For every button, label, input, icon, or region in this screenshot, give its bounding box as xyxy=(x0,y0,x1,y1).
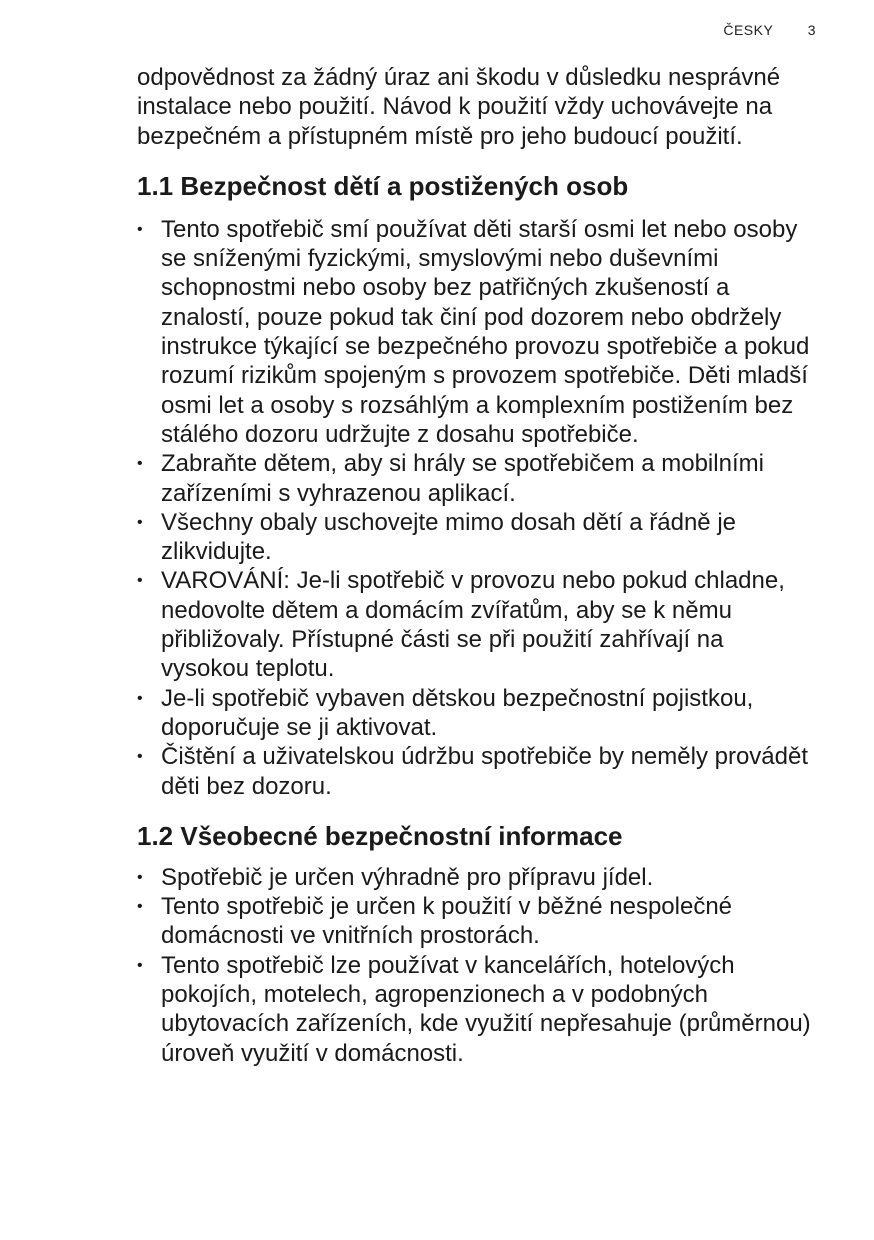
bullet-icon: • xyxy=(137,220,143,238)
bullet-list xyxy=(137,863,817,1068)
bullet-icon: • xyxy=(137,513,143,531)
page-content xyxy=(137,63,817,1068)
list-item: • Všechny obaly uschovejte mimo dosah dětí a řádně je zlikvidujte. xyxy=(137,508,737,566)
intro-paragraph: odpovědnost za žádný úraz ani škodu v důsledku nesprávné instalace nebo použití. Návod k použití vždy uchovávejte na bezpečném a přístupném místě pro jeho budoucí použití. xyxy=(137,64,781,150)
bullet-list xyxy=(137,215,817,801)
language-label: ČESKY xyxy=(723,22,774,38)
list-item: • Čištění a uživatelskou údržbu spotřebiče by neměly provádět děti bez dozoru. xyxy=(137,743,809,800)
page-header xyxy=(723,22,816,38)
section-heading: 1.1 Bezpečnost dětí a postižených osob xyxy=(137,170,629,201)
list-item: • Je-li spotřebič vybaven dětskou bezpečnostní pojistkou, doporučuje se ji aktivovat. xyxy=(137,684,754,741)
list-item: • Spotřebič je určen výhradně pro přípravu jídel. xyxy=(137,863,654,891)
page-number: 3 xyxy=(807,22,816,38)
section-general-safety xyxy=(137,821,817,1068)
list-item: • Tento spotřebič smí používat děti starší osmi let nebo osoby se sníženými fyzickými, smyslovými nebo duševními schopnostmi nebo osoby bez patřičných zkušeností a znalostí, pouze pokud tak činí pod dozorem nebo obdržely instrukce týkající se bezpečného provozu spotřebiče a pokud rozumí rizikům spojeným s provozem spotřebiče. Děti mladší osmi let a osoby s rozsáhlým a komplexním postižením bez stálého dozoru udržujte z dosahu spotřebiče. xyxy=(137,215,810,448)
list-item: • VAROVÁNÍ: Je-li spotřebič v provozu nebo pokud chladne, nedovolte dětem a domácím zvířatům, aby se k němu přibližovaly. Přístupné části se při použití zahřívají na vysokou teplotu. xyxy=(137,567,785,683)
list-item: • Tento spotřebič lze používat v kancelářích, hotelových pokojích, motelech, agropenzionech a v podobných ubytovacích zařízeních, kde využití nepřesahuje (průměrnou) úroveň využití v domácnosti. xyxy=(137,951,811,1067)
bullet-icon: • xyxy=(137,898,143,916)
list-item: • Zabraňte dětem, aby si hrály se spotřebičem a mobilními zařízeními s vyhrazenou aplikací. xyxy=(137,450,764,507)
list-item: • Tento spotřebič je určen k použití v běžné nespolečné domácnosti ve vnitřních prostorách. xyxy=(137,893,733,950)
bullet-icon: • xyxy=(137,572,143,590)
section-heading: 1.2 Všeobecné bezpečnostní informace xyxy=(137,820,623,851)
bullet-icon: • xyxy=(137,748,143,766)
bullet-icon: • xyxy=(137,455,143,473)
bullet-icon: • xyxy=(137,956,143,974)
section-child-safety xyxy=(137,171,817,801)
bullet-icon: • xyxy=(137,689,143,707)
bullet-icon: • xyxy=(137,868,143,886)
